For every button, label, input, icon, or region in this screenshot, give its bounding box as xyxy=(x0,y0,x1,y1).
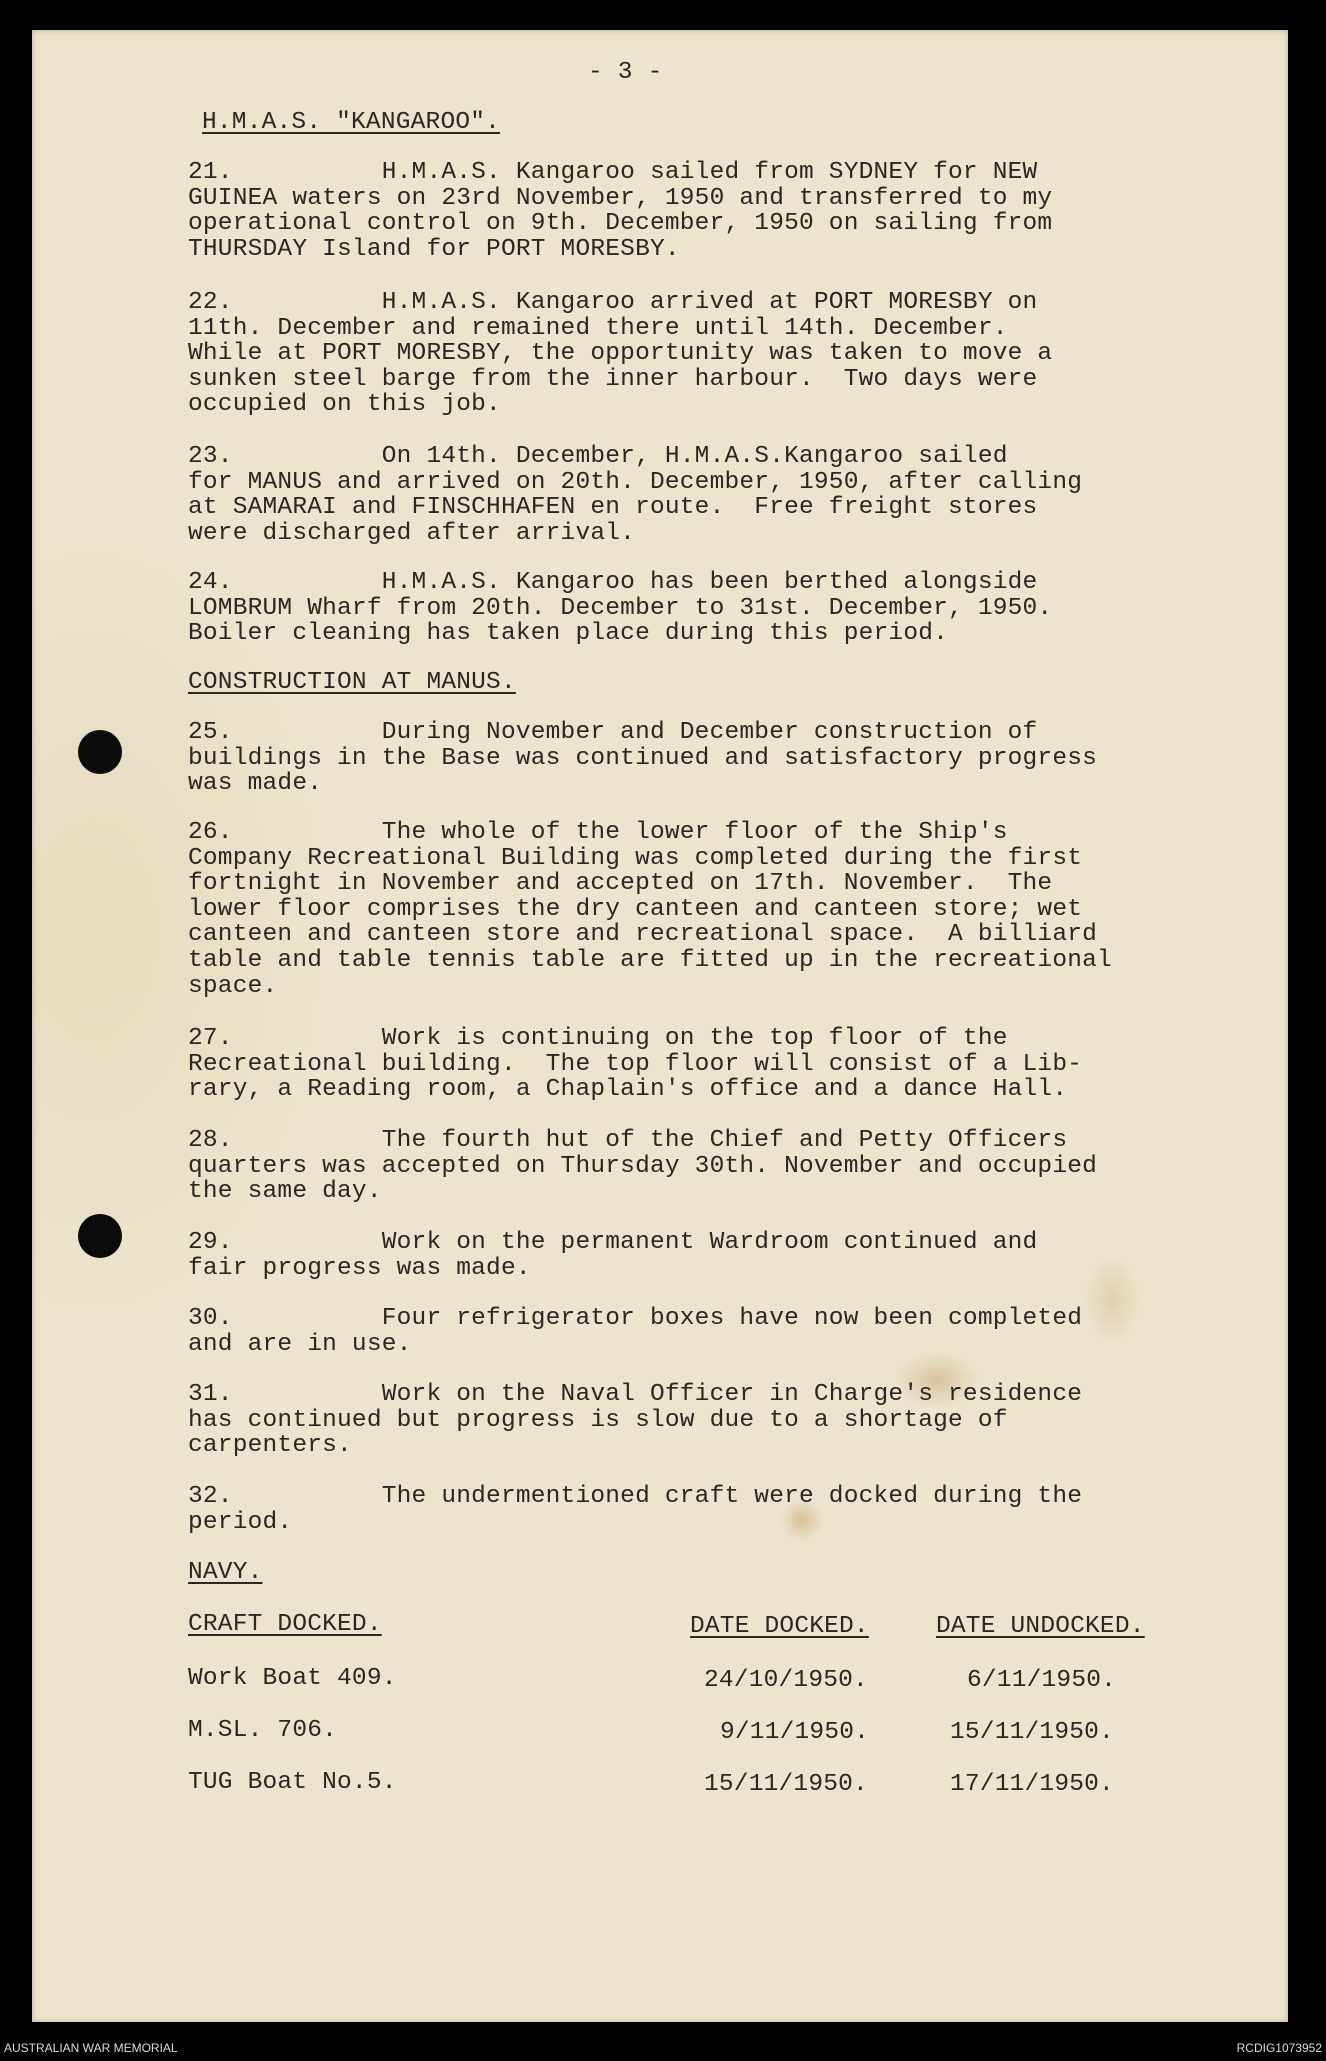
table-header-craft: CRAFT DOCKED. xyxy=(188,1611,382,1638)
table-row-1-undocked: 6/11/1950. xyxy=(967,1667,1117,1694)
paragraph-22: 22. H.M.A.S. Kangaroo arrived at PORT MORESBY on 11th. December and remained there until 14th. December. While at PORT MORESBY, the opportunity was taken to move a sunken steel barge from the inner harbour. Two days were occupied on this job. xyxy=(188,289,1053,419)
table-row-1-docked: 24/10/1950. xyxy=(704,1667,868,1694)
paragraph-28: 28. The fourth hut of the Chief and Petty Officers quarters was accepted on Thursday 30th. November and occupied the same day. xyxy=(188,1127,1098,1206)
table-row-3-undocked: 17/11/1950. xyxy=(950,1771,1114,1798)
paragraph-29: 29. Work on the permanent Wardroom continued and fair progress was made. xyxy=(188,1229,1038,1282)
punch-hole xyxy=(78,730,122,774)
footer-credit: AUSTRALIAN WAR MEMORIAL xyxy=(4,2041,178,2055)
navy-heading: NAVY. xyxy=(188,1559,263,1586)
punch-hole xyxy=(78,1214,122,1258)
paragraph-32: 32. The undermentioned craft were docked during the period. xyxy=(188,1483,1083,1536)
paragraph-26: 26. The whole of the lower floor of the Ship's Company Recreational Building was completed during the first fortnight in November and accepted on 17th. November. The lower floor comprises the dry canteen and canteen store; wet canteen and canteen store and recreational space. A billiard table and table tennis table are fitted up in the recreational space. xyxy=(188,819,1112,1000)
paragraph-21: 21. H.M.A.S. Kangaroo sailed from SYDNEY for NEW GUINEA waters on 23rd November, 1950 and transferred to my operational control on 9th. December, 1950 on sailing from THURSDAY Island for PORT MORESBY. xyxy=(188,159,1053,263)
paragraph-25: 25. During November and December construction of buildings in the Base was continued and satisfactory progress was made. xyxy=(188,719,1098,798)
table-row-3-craft: TUG Boat No.5. xyxy=(188,1769,397,1796)
table-header-date-undocked: DATE UNDOCKED. xyxy=(936,1613,1145,1640)
table-header-date-docked: DATE DOCKED. xyxy=(690,1613,869,1640)
paragraph-24: 24. H.M.A.S. Kangaroo has been berthed alongside LOMBRUM Wharf from 20th. December to 31st. December, 1950. Boiler cleaning has taken place during this period. xyxy=(188,569,1053,648)
paragraph-30: 30. Four refrigerator boxes have now been completed and are in use. xyxy=(188,1305,1083,1358)
table-row-2-craft: M.SL. 706. xyxy=(188,1717,338,1744)
paragraph-27: 27. Work is continuing on the top floor of the Recreational building. The top floor will consist of a Lib- rary, a Reading room, a Chaplain's office and a dance Hall. xyxy=(188,1025,1083,1104)
table-row-2-undocked: 15/11/1950. xyxy=(950,1719,1114,1746)
table-row-1-craft: Work Boat 409. xyxy=(188,1665,397,1692)
section-heading-kangaroo: H.M.A.S. "KANGAROO". xyxy=(202,109,501,136)
table-row-3-docked: 15/11/1950. xyxy=(704,1771,868,1798)
table-row-2-docked: 9/11/1950. xyxy=(720,1719,870,1746)
paragraph-23: 23. On 14th. December, H.M.A.S.Kangaroo sailed for MANUS and arrived on 20th. December, 1950, after calling at SAMARAI and FINSCHHAFEN en route. Free freight stores were discharged after arrival. xyxy=(188,443,1083,547)
paragraph-31: 31. Work on the Naval Officer in Charge's residence has continued but progress is slow due to a shortage of carpenters. xyxy=(188,1381,1083,1460)
footer-id: RCDIG1073952 xyxy=(1236,2041,1322,2055)
section-heading-construction: CONSTRUCTION AT MANUS. xyxy=(188,669,516,696)
page-number: - 3 - xyxy=(588,59,663,86)
document-page xyxy=(32,30,1288,2022)
